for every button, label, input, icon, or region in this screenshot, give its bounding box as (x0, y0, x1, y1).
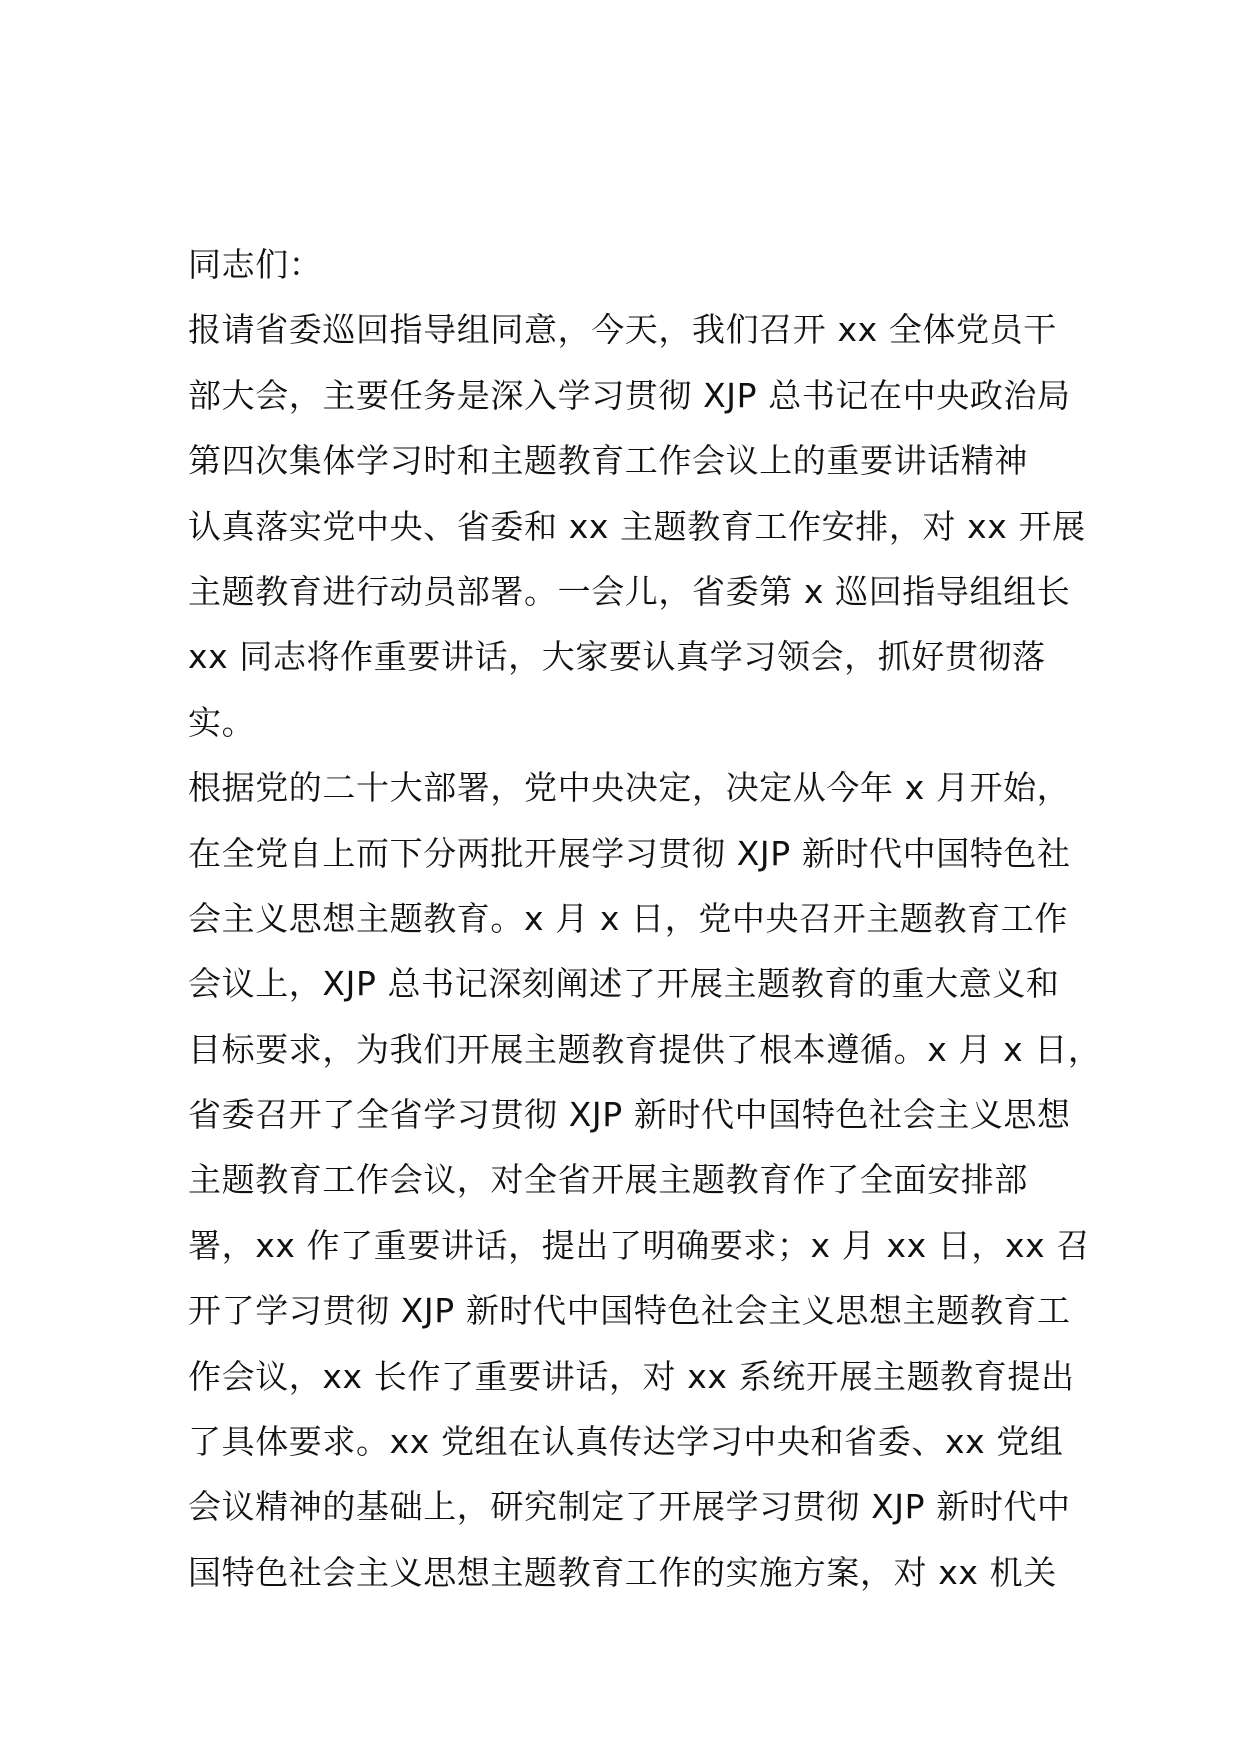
paragraph-line: 省委召开了全省学习贯彻 XJP 新时代中国特色社会主义思想 (188, 1095, 1071, 1135)
paragraph-line: 署，xx 作了重要讲话，提出了明确要求；x 月 xx 日，xx 召 (188, 1225, 1090, 1265)
paragraph-line: 根据党的二十大部署，党中央决定，决定从今年 x 月开始， (188, 768, 1071, 808)
paragraph-line: 认真落实党中央、省委和 xx 主题教育工作安排，对 xx 开展 (188, 506, 1086, 546)
salutation: 同志们： (188, 245, 323, 284)
paragraph-line: 实。 (188, 702, 256, 742)
paragraph-line: 第四次集体学习时和主题教育工作会议上的重要讲话精神 (188, 441, 1028, 481)
paragraph-line: 会议精神的基础上，研究制定了开展学习贯彻 XJP 新时代中 (188, 1487, 1071, 1527)
paragraph-line: 部大会，主要任务是深入学习贯彻 XJP 总书记在中央政治局 (188, 375, 1071, 415)
paragraph-line: xx 同志将作重要讲话，大家要认真学习领会，抓好贯彻落 (188, 637, 1046, 677)
paragraph-line: 开了学习贯彻 XJP 新时代中国特色社会主义思想主题教育工 (188, 1291, 1071, 1331)
paragraph-line: 在全党自上而下分两批开展学习贯彻 XJP 新时代中国特色社 (188, 833, 1071, 873)
paragraph-line: 主题教育进行动员部署。一会儿，省委第 x 巡回指导组组长 (188, 571, 1071, 611)
paragraph-line: 报请省委巡回指导组同意，今天，我们召开 xx 全体党员干 (188, 310, 1057, 350)
paragraph-line: 主题教育工作会议，对全省开展主题教育作了全面安排部 (188, 1160, 1028, 1200)
paragraph-line: 了具体要求。xx 党组在认真传达学习中央和省委、xx 党组 (188, 1422, 1064, 1462)
paragraph-line: 会主义思想主题教育。x 月 x 日，党中央召开主题教育工作 (188, 898, 1068, 938)
paragraph-line: 目标要求，为我们开展主题教育提供了根本遵循。x 月 x 日， (188, 1029, 1102, 1069)
speech-body (188, 232, 1102, 1605)
paragraph-line: 作会议，xx 长作了重要讲话，对 xx 系统开展主题教育提出 (188, 1356, 1075, 1396)
paragraph-line: 会议上，XJP 总书记深刻阐述了开展主题教育的重大意义和 (188, 964, 1060, 1004)
paragraph-line: 国特色社会主义思想主题教育工作的实施方案，对 xx 机关 (188, 1552, 1057, 1592)
